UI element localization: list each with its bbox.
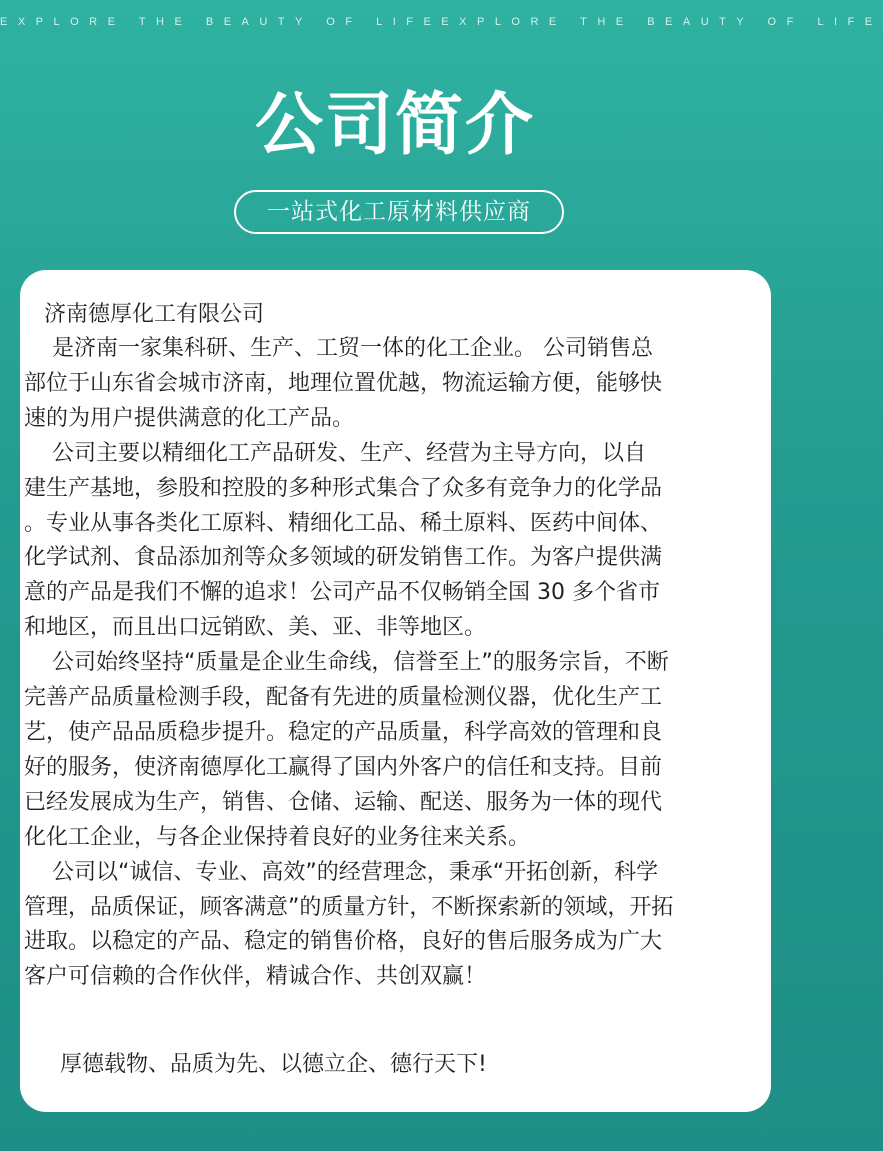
subtitle-pill: 一站式化工原材料供应商: [234, 190, 564, 234]
company-name: 济南德厚化工有限公司: [44, 302, 265, 327]
company-description: 是济南一家集科研、生产、工贸一体的化工企业。 公司销售总 部位于山东省会城市济南，地理位置优越，物流运输方便，能够快 速的为用户提供满意的化工产品。 公司主要以精细化工产品研发、生产、经营为主导方向，以自 建生产基地，参股和控股的多种形式集合了众多有竞争力的化学品 。专业从事各类化工原料、精细化工品、稀土原料、医药中间体、 化学试剂、食品添加剂等众多领域的研发销售工作。为客户提供满 意的产品是我们不懈的追求！公司产品不仅畅销全国 30 多个省市 和地区，而且出口远销欧、美、亚、非等地区。 公司始终坚持“质量是企业生命线，信誉至上”的服务宗旨，不断 完善产品质量检测手段，配备有先进的质量检测仪器，优化生产工 艺，使产品品质稳步提升。稳定的产品质量，科学高效的管理和良 好的服务，使济南德厚化工赢得了国内外客户的信任和支持。目前 已经发展成为生产，销售、仓储、运输、配送、服务为一体的现代 化化工企业，与各企业保持着良好的业务往来关系。 公司以“诚信、专业、高效”的经营理念，秉承“开拓创新，科学 管理，品质保证，顾客满意”的质量方针，不断探索新的领域，开拓 进取。以稳定的产品、稳定的销售价格，良好的售后服务成为广大 客户可信赖的合作伙伴，精诚合作、共创双赢！: [24, 336, 674, 990]
company-intro-card: [20, 270, 771, 1112]
decorative-banner-text: EXPLORE THE BEAUTY OF LIFEEXPLORE THE BEAUTY OF LIFE: [0, 16, 883, 28]
company-motto: 厚德载物、品质为先、以德立企、德行天下!: [60, 1052, 487, 1077]
page-title: 公司简介: [254, 86, 535, 165]
